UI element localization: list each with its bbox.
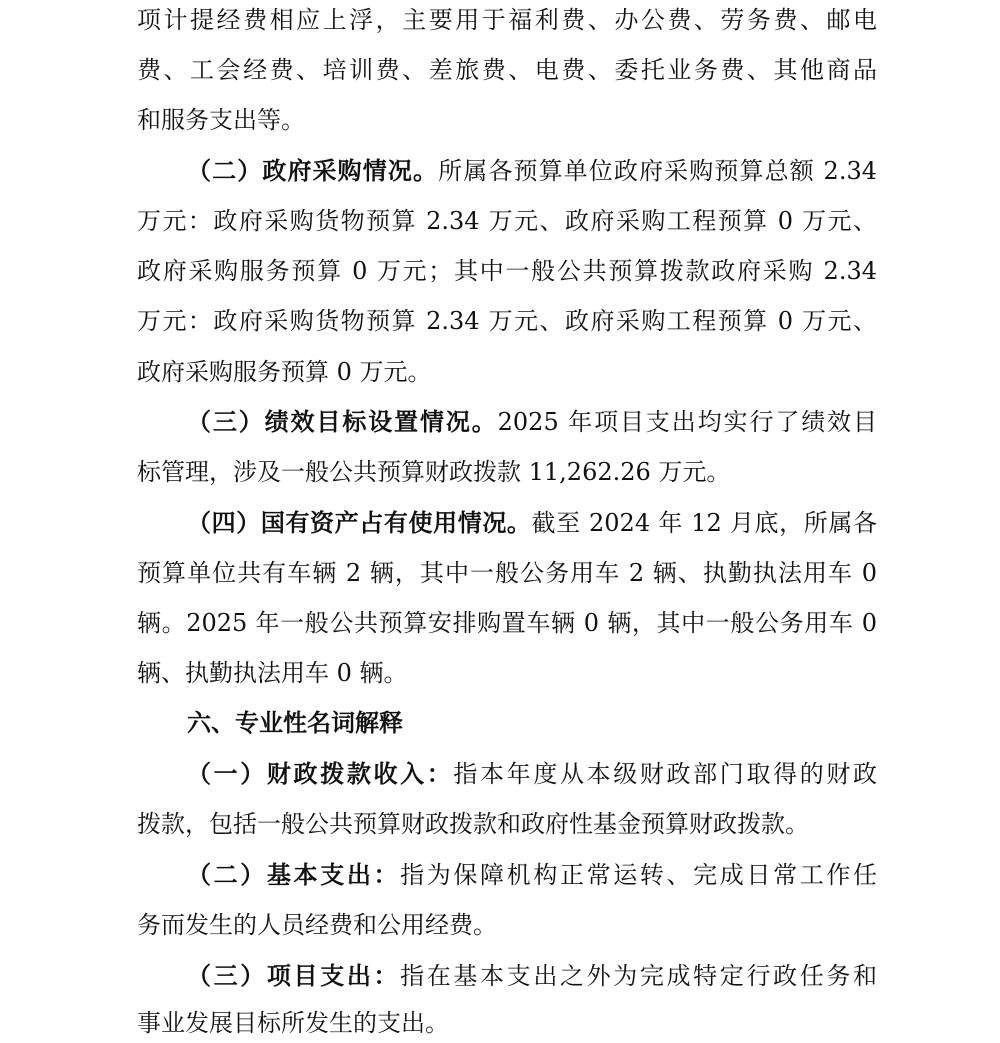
term-title: （二）基本支出： bbox=[187, 861, 401, 889]
body-text: 所属各预算单位政府采购预算总额 2.34 bbox=[438, 157, 877, 185]
paragraph-title: （三）绩效目标设置情况。 bbox=[187, 408, 498, 436]
term-title: （一）财政拨款收入： bbox=[187, 760, 454, 788]
body-text-line: 费、工会经费、培训费、差旅费、电费、委托业务费、其他商品 bbox=[137, 56, 877, 84]
body-text: 指在基本支出之外为完成特定行政任务和 bbox=[400, 962, 878, 990]
paragraph-first-line bbox=[187, 956, 877, 996]
body-text: 截至 2024 年 12 月底，所属各 bbox=[531, 509, 877, 537]
body-text-line: 标管理，涉及一般公共预算财政拨款 11,262.26 万元。 bbox=[137, 458, 731, 486]
paragraph-first-line bbox=[187, 402, 877, 442]
body-text-line: 事业发展目标所发生的支出。 bbox=[137, 1009, 449, 1037]
body-text-line: 和服务支出等。 bbox=[137, 106, 305, 134]
body-text-line: 务而发生的人员经费和公用经费。 bbox=[137, 911, 497, 939]
paragraph-first-line bbox=[187, 151, 877, 191]
body-text: 2025 年项目支出均实行了绩效目 bbox=[497, 408, 877, 436]
body-text-line: 辆、执勤执法用车 0 辆。 bbox=[137, 659, 408, 687]
paragraph-title: （二）政府采购情况。 bbox=[187, 157, 439, 185]
paragraph-first-line bbox=[187, 855, 877, 895]
body-text: 指本年度从本级财政部门取得的财政 bbox=[453, 760, 878, 788]
paragraph-first-line bbox=[187, 754, 877, 794]
body-text-line: 预算单位共有车辆 2 辆，其中一般公务用车 2 辆、执勤执法用车 0 bbox=[137, 559, 877, 587]
body-text-line: 拨款，包括一般公共预算财政拨款和政府性基金预算财政拨款。 bbox=[137, 810, 809, 838]
paragraph-first-line bbox=[187, 503, 877, 543]
paragraph-title: （四）国有资产占有使用情况。 bbox=[187, 509, 532, 537]
body-text: 指为保障机构正常运转、完成日常工作任 bbox=[400, 861, 878, 889]
body-text-line: 政府采购服务预算 0 万元。 bbox=[137, 358, 432, 386]
body-text-line: 万元：政府采购货物预算 2.34 万元、政府采购工程预算 0 万元、 bbox=[137, 207, 877, 235]
term-title: （三）项目支出： bbox=[187, 962, 401, 990]
section-heading: 六、专业性名词解释 bbox=[187, 709, 403, 737]
body-text-line: 政府采购服务预算 0 万元；其中一般公共预算拨款政府采购 2.34 bbox=[137, 257, 877, 285]
body-text-line: 项计提经费相应上浮，主要用于福利费、办公费、劳务费、邮电 bbox=[137, 6, 877, 34]
body-text-line: 辆。2025 年一般公共预算安排购置车辆 0 辆，其中一般公务用车 0 bbox=[137, 609, 877, 637]
body-text-line: 万元：政府采购货物预算 2.34 万元、政府采购工程预算 0 万元、 bbox=[137, 307, 877, 335]
